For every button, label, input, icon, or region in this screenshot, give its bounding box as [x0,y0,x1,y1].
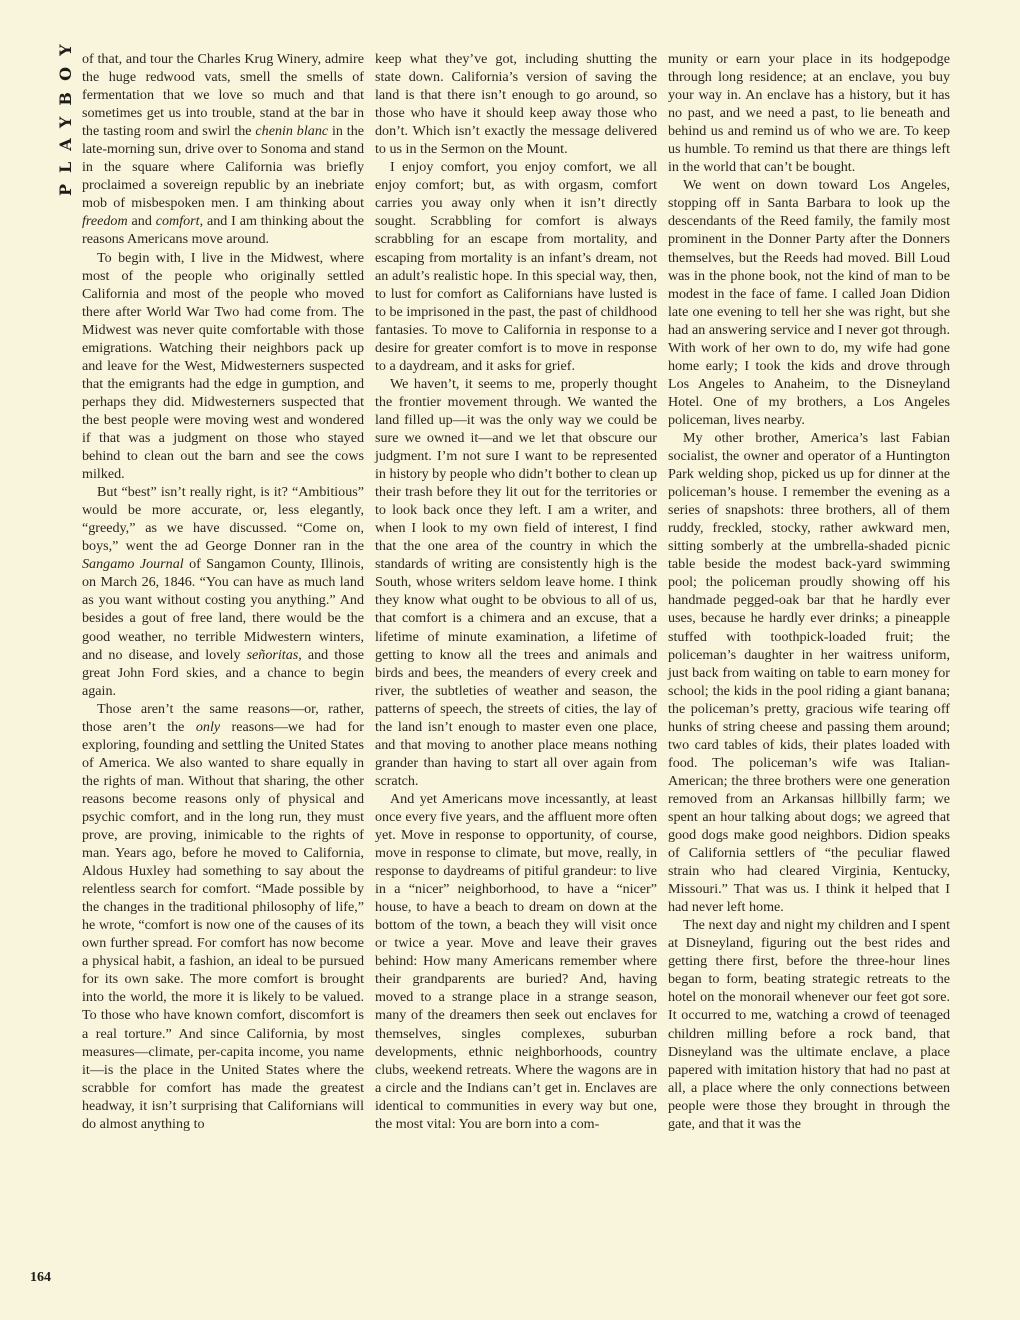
text-run: of Sangamon County, Illinois, on March 26, 1846. “You can have as much land as you want without costing you anything.” And besides a gout of free land, there would be the good weather, no terrible Midwestern winters, and no disease, and lovely [82,556,365,663]
article-paragraph [375,790,657,1133]
text-run: And yet Americans move incessantly, at least once every five years, and the affluent more often yet. Move in response to opportunity, of course, move in response to climate, but move, really, in response to daydreams of pitiful grandeur: to live in a “nicer” neighborhood, to have a “nicer” house, to have a beach to dream on down at the bottom of the town, a beach they will visit once or twice a year. Move and leave their graves behind: How many Americans remember where their grandparents are buried? And, having moved to a strange place in a strange season, many of the dreamers then seek out enclaves for themselves, singles complexes, suburban developments, ethnic neighborhoods, country clubs, weekend retreats. Where the wagons are in a circle and the Indians can’t get in. Enclaves are identical to communities in every way but one, the most vital: You are born into a com- [375,790,657,1132]
text-run: , and I am thinking about the reasons Americans move around. [82,213,364,248]
text-run: We went on down toward Los Angeles, stopping off in Santa Barbara to look up the descendants of the Reed family, the family most prominent in the Donner Party after the Donners themselves, but the Reeds had moved. Bill Loud was in the phone book, not the kind of man to be modest in the face of fame. I called Joan Didion late one evening to tell her she was right, but she had an answering service and I never got through. With work of her own to do, my wife had gone home early; I took the kids and drove through Los Angeles to Anaheim, to the Disneyland Hotel. One of my brothers, a Los Angeles policeman, lives nearby. [668,177,950,428]
text-column-1 [82,50,364,1133]
text-run: keep what they’ve got, including shutting the state down. California’s version of saving the land is that there isn’t enough to go around, so those who have it should keep away those who don’t. Which isn’t exactly the message delivered to us in the Sermon on the Mount. [375,51,657,158]
text-column-3 [668,50,950,1133]
italic-text: only [195,718,221,735]
italic-text: freedom [82,213,128,230]
text-run: munity or earn your place in its hodgepodge through long residence; at an enclave, you buy your way in. An enclave has a history, but it has no past, and we need a past, to lie beneath and behind us and remind us of who we are. To keep us humble. To remind us that there are things left in the world that can’t be bought. [668,51,950,176]
article-paragraph [82,700,364,1133]
italic-text: Sangamo Journal [82,556,184,573]
article-paragraph [668,176,950,429]
text-run: and [127,213,156,230]
text-run: To begin with, I live in the Midwest, where most of the people who originally settled California and most of the people who moved there after World War Two had come from. The Midwest was never quite comfortable with those emigrations. Watching their neighbors pack up and leave for the West, Midwesterners suspected that the emigrants had the edge in gumption, and perhaps they did. Midwesterners suspected that the best people were moving west and wondered if that was a judgment on those who stayed behind to clean out the barn and see the cows milked. [82,249,364,483]
text-run: The next day and night my children and I spent at Disneyland, figuring out the best rides and getting there first, before the three-hour lines began to form, beating strategic retreats to the hotel on the monorail whenever our feet got sore. It occurred to me, watching a crowd of teenaged children milling before a rock band, that Disneyland was the ultimate enclave, a place papered with imitation history that had no past at all, a place where the only connections between people were those they brought in through the gate, and that it was the [668,917,950,1132]
page-number: 164 [30,1270,51,1285]
italic-text: chenin blanc [255,123,329,140]
article-paragraph [82,483,364,700]
text-run: Those aren’t the same reasons—or, rather, those aren’t the [82,700,364,735]
text-run: My other brother, America’s last Fabian socialist, the owner and operator of a Huntington Park welding shop, picked us up for dinner at the policeman’s house. I remember the evening as a series of snapshots: three brothers, all of them ruddy, freckled, stocky, rather awkward men, sitting somberly at the umbrella-shaded picnic table beside the modest back-yard swimming pool; the policeman proudly showing off his handmade pegged-oak bar that he hardly ever uses, because he hardly ever drinks; a pineapple stuffed with toothpick-loaded fruit; the policeman’s daughter in her waitress uniform, just back from waiting on table to earn money for school; the kids in the pool riding a giant banana; the policeman’s pretty, gracious wife tearing off hunks of string cheese and passing them around; two card tables of kids, their plates loaded with food. The policeman’s wife was Italian-American; the three brothers were one generation removed from an Arkansas hillbilly farm; we spent an hour talking about dogs; we agreed that good dogs make good neighbors. Didion speaks of California settlers of “the peculiar flawed strain who had cleared Virginia, Kentucky, Missouri.” That was us. I think it helped that I had never left home. [668,429,950,916]
text-run: We haven’t, it seems to me, properly thought the frontier movement through. We wanted the land filled up—it was the only way we could be sure we owned it—and we let that obscure our judgment. I’m not sure I want to be represented in history by people who didn’t bother to clean up their trash before they lit out for the territories or to look back once they left. I am a writer, and when I look to my own field of interest, I find that the one area of the country in which the standards of writing are consistently high is the South, whose writers seldom leave home. I think they know what ought to be obvious to all of us, that comfort is a chimera and an excuse, that a lifetime of minute examination, a lifetime of getting to know all the trees and animals and birds and bees, the meanders of every creek and river, the subtleties of weather and season, the patterns of speech, the streets of cities, the lay of the land isn’t enough to master even one place, and that moving to another place means nothing grander than having to start all over again from scratch. [375,375,657,789]
text-run: in the late-morning sun, drive over to Sonoma and stand in the square where California was briefly proclaimed a sovereign republic by an inebriate mob of misbespoken men. I am thinking about [82,123,364,212]
text-run: , and those great John Ford skies, and a chance to begin again. [82,646,364,699]
text-run: I enjoy comfort, you enjoy comfort, we all enjoy comfort; but, as with orgasm, comfort carries you away only when it isn’t directly sought. Scrabbling for comfort is always scrabbling for an escape from mortality, and escaping from mortality is an infant’s dream, not an adult’s realistic hope. In this special way, then, to lust for comfort as Californians have lusted is to be imprisoned in the past, the past of childhood fantasies. To move to California in response to a desire for greater comfort is to move in response to a daydream, and it asks for grief. [375,159,657,374]
italic-text: comfort [155,213,200,230]
article-paragraph [668,916,950,1133]
article-paragraph [668,429,950,916]
magazine-name: PLAYBOY [56,33,75,196]
article-paragraph [375,50,657,158]
article-paragraph [375,375,657,790]
text-run: But “best” isn’t really right, is it? “Ambitious” would be more accurate, or, less elegantly, “greedy,” as we have discussed. “Come on, boys,” went the ad George Donner ran in the [82,484,364,555]
article-paragraph [82,249,364,484]
article-paragraph [668,50,950,176]
article-paragraph [82,50,364,249]
text-run: of that, and tour the Charles Krug Winery, admire the huge redwood vats, smell the smells of fermentation that we love so much and that sometimes get us into trouble, stand at the bar in the tasting room and swirl the [82,51,364,140]
text-column-2 [375,50,657,1133]
italic-text: señoritas [246,646,299,663]
article-paragraph [375,158,657,375]
magazine-name-sidebar [34,33,75,196]
text-run: reasons—we had for exploring, founding and settling the United States of America. We also wanted to share equally in the rights of man. Without that sharing, the other reasons become reasons only of physical and psychic comfort, and in the long run, they must prove, are proving, inimicable to the rights of man. Years ago, before he moved to California, Aldous Huxley had something to say about the relentless search for comfort. “Made possible by the changes in the traditional philosophy of life,” he wrote, “comfort is now one of the causes of its own further spread. For comfort has now become a physical habit, a fashion, an ideal to be pursued for its own sake. The more comfort is brought into the world, the more it is likely to be valued. To those who have known comfort, discomfort is a real torture.” And since California, by most measures—climate, per-capita income, you name it—is the place in the United States where the scrabble for comfort has made the greatest headway, it isn’t surprising that Californians will do almost anything to [82,718,364,1132]
